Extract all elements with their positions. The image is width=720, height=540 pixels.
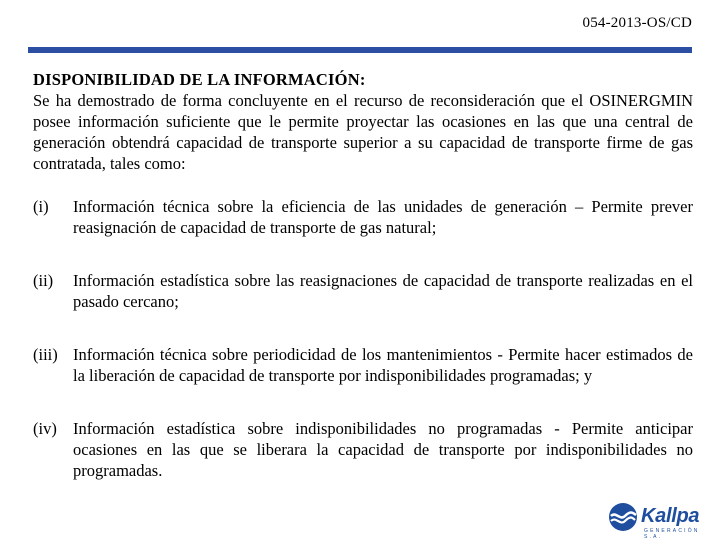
list-item-text: Información estadística sobre indisponibilidades no programadas - Permite anticipar ocasiones en las que se liberara la capacidad de transporte por indisponibilidades no programadas. xyxy=(73,419,693,480)
list-item xyxy=(33,344,693,386)
list-marker: (i) xyxy=(33,197,49,216)
logo-subtitle: GENERACIÓN S.A. xyxy=(644,528,700,540)
kallpa-logo xyxy=(608,500,716,538)
list-item-text: Información técnica sobre la eficiencia de las unidades de generación – Permite prever reasignación de capacidad de transporte de gas natural; xyxy=(73,197,693,237)
list-item xyxy=(33,418,693,481)
logo-wordmark: Kallpa xyxy=(641,505,700,527)
list-item xyxy=(33,270,693,312)
list-marker: (iii) xyxy=(33,345,58,364)
list-marker: (iv) xyxy=(33,419,57,438)
list-marker: (ii) xyxy=(33,271,54,290)
list-item-text: Información técnica sobre periodicidad de los mantenimientos - Permite hacer estimados de la liberación de capacidad de transporte por indisponibilidades programadas; y xyxy=(73,345,693,385)
list-item xyxy=(33,196,693,238)
intro-paragraph: Se ha demostrado de forma concluyente en el recurso de reconsideración que el OSINERGMIN posee información suficiente que le permite proyectar las ocasiones en las que una central de generación obtendrá capacidad de transporte superior a su capacidad de transporte firme de gas contratada, tales como: xyxy=(33,91,693,173)
list-item-text: Información estadística sobre las reasignaciones de capacidad de transporte realizadas en el pasado cercano; xyxy=(73,271,693,311)
header-rule xyxy=(28,47,692,53)
document-code: 054-2013-OS/CD xyxy=(582,15,692,31)
section-title: DISPONIBILIDAD DE LA INFORMACIÓN: xyxy=(33,70,366,89)
information-list xyxy=(33,196,693,481)
document-body xyxy=(33,69,693,481)
kallpa-wave-icon xyxy=(608,502,638,532)
